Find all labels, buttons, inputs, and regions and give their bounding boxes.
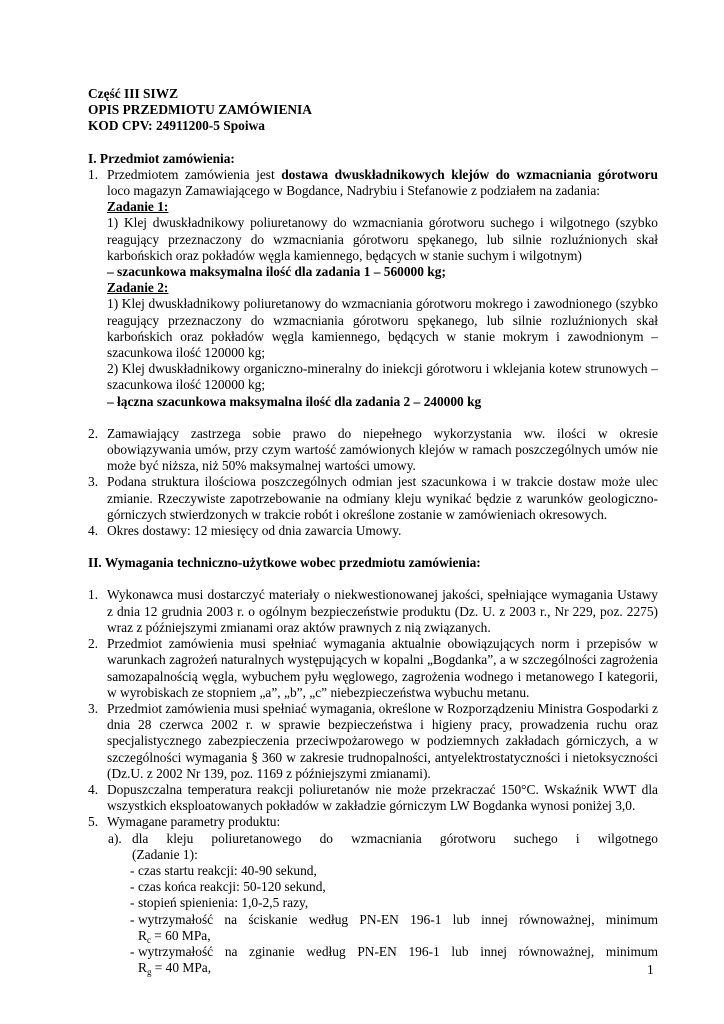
item-1-lead: Przedmiotem zamówienia jest dostawa dwuskładnikowych klejów do wzmacniania górotworu	[107, 166, 658, 182]
task-2-description-2: 2) Klej dwuskładnikowy organiczno-mineralny do iniekcji górotworu i wklejania kotew strunowych – szacunkowa ilość 120000 kg;	[107, 361, 658, 393]
cpv-code: KOD CPV: 24911200-5 Spoiwa	[88, 118, 265, 134]
subject-of-order: dostawa dwuskładnikowych klejów do wzmacniania górotworu	[281, 166, 658, 182]
param-foaming	[130, 895, 658, 911]
item-number: 3.	[88, 474, 99, 490]
item-text: Podana struktura ilościowa poszczególnych odmian jest szacunkowa i w trakcie dostaw może ulec zmianie. Rzeczywiste zapotrzebowanie na odmiany kleju wynikać będzie z warunków geologiczno-górniczych stwierdzonych w trakcie robót i określone zostanie w zamówieniach okresowych.	[107, 474, 658, 522]
subitem-label: a).	[108, 830, 122, 846]
task-1-heading: Zadanie 1:	[107, 199, 169, 215]
dash-marker: -	[130, 943, 135, 959]
task-2-description-1: 1) Klej dwuskładnikowy poliuretanowy do wzmacniania górotworu mokrego i zawodnionego (szybko reagujący przeznaczony do wzmacniania górotworu spękanego, lub silnie rozluźnionych skał karbońskich oraz pokładów węgla kamiennego, będących w stanie mokrym i zawodnionym – szacunkowa ilość 120000 kg;	[107, 296, 658, 361]
document-title: OPIS PRZEDMIOTU ZAMÓWIENIA	[88, 102, 312, 118]
item-number: 2.	[88, 636, 99, 652]
subitem-a	[108, 831, 658, 863]
section-2-item-3	[88, 701, 658, 782]
item-number: 1.	[88, 587, 99, 603]
item-text: Zamawiający zastrzega sobie prawo do niepełnego wykorzystania ww. ilości w okresie obowiązywania umów, przy czym wartość zamówionych klejów w ramach poszczególnych umów nie może być niższa, niż 50% maksymalnej wartości umowy.	[107, 425, 658, 474]
param-reaction-start	[130, 863, 658, 879]
section-1-item-2	[88, 426, 658, 475]
item-1-line2: loco magazyn Zamawiającego w Bogdance, Nadrybiu i Stefanowie z podziałem na zadania:	[107, 183, 601, 199]
item-text: Dopuszczalna temperatura reakcji poliuretanów nie może przekraczać 150°C. Wskaźnik WWT dla wszystkich eksploatowanych pokładów w zakładzie górniczym LW Bogdanka wynosi poniżej 3,0.	[107, 781, 658, 814]
task-1-description: 1) Klej dwuskładnikowy poliuretanowy do wzmacniania górotworu suchego i wilgotnego (szybko reagujący przeznaczony do wzmacniania górotworu spękanego, lub silnie rozluźnionych skał karbońskich oraz pokładów węgla kamiennego, będących w stanie suchym i wilgotnym)	[107, 215, 658, 263]
param-text: czas końca reakcji: 50-120 sekund,	[138, 879, 326, 895]
section-2-item-1	[88, 587, 658, 636]
section-2-item-2	[88, 636, 658, 701]
param-value: $R_c = 60$ MPa,	[138, 927, 211, 945]
item-number: 5.	[88, 814, 99, 830]
document-page	[88, 86, 658, 976]
section-2-heading: II. Wymagania techniczno-użytkowe wobec przedmiotu zamówienia:	[88, 555, 481, 571]
item-number: 1.	[88, 166, 99, 182]
page-number: 1	[647, 962, 654, 977]
task-2-heading: Zadanie 2:	[107, 280, 169, 296]
item-number: 4.	[88, 523, 99, 539]
subitem-a-text: dla kleju poliuretanowego do wzmacniania górotworu suchego i wilgotnego	[132, 830, 658, 846]
task-2-total: – łączna szacunkowa maksymalna ilość dla zadania 2 – 240000 kg	[107, 393, 482, 409]
param-text: stopień spienienia: 1,0-2,5 razy,	[138, 895, 309, 911]
section-1-heading: I. Przedmiot zamówienia:	[88, 150, 235, 166]
dash-marker: -	[130, 895, 135, 911]
item-text: Przedmiot zamówienia musi spełniać wymagania aktualnie obowiązujących norm i przepisów w warunkach zagrożeń naturalnych występujących w kopalni „Bogdanka”, a w szczególności zagrożenia samozapalnością węgla, wybuchem pyłu węglowego, zagrożenia wodnego i metanowego I kategorii, w wyrobiskach ze stopniem „a”, „b”, „c” niebezpieczeństwa wybuchu metanu.	[107, 636, 658, 700]
section-1-item-3	[88, 474, 658, 523]
section-1-item-4	[88, 523, 658, 539]
param-text: czas startu reakcji: 40-90 sekund,	[138, 862, 317, 878]
section-1-item-1	[88, 167, 658, 410]
dash-marker: -	[130, 862, 135, 878]
subitem-a-task: (Zadanie 1):	[132, 846, 198, 862]
param-flexural-strength	[130, 944, 658, 976]
item-text: Wykonawca musi dostarczyć materiały o niekwestionowanej jakości, spełniające wymagania Ustawy z dnia 12 grudnia 2003 r. o ogólnym bezpieczeństwie produktu (Dz. U. z 2003 r., Nr 229, poz. 2275) wraz z późniejszymi zmianami oraz aktów prawnych z nią związanych.	[107, 587, 658, 635]
item-text: Wymagane parametry produktu:	[107, 814, 281, 830]
param-value: $R_g = 40$ MPa,	[138, 960, 212, 978]
item-number: 4.	[88, 781, 99, 797]
dash-marker: -	[130, 879, 135, 895]
dash-marker: -	[130, 911, 135, 927]
item-text: Okres dostawy: 12 miesięcy od dnia zawarcia Umowy.	[107, 523, 402, 539]
part-title: Część III SIWZ	[88, 86, 179, 101]
section-2-item-5	[88, 814, 658, 830]
task-1-total: – szacunkowa maksymalna ilość dla zadania 1 – 560000 kg;	[107, 264, 446, 280]
item-number: 3.	[88, 700, 99, 716]
section-2-item-4	[88, 782, 658, 814]
param-reaction-end	[130, 879, 658, 895]
param-text: wytrzymałość na zginanie według PN-EN 196-1 lub innej równoważnej, minimum	[138, 943, 658, 959]
item-text: Przedmiot zamówienia musi spełniać wymagania, określone w Rozporządzeniu Ministra Gospodarki z dnia 28 czerwca 2002 r. w sprawie bezpieczeństwa i higieny pracy, prowadzenia ruchu oraz specjalistycznego zabezpieczenia przeciwpożarowego w podziemnych zakładach górniczych, a w szczególności wymagania § 360 w zakresie trudnopalności, antyelektrostatyczności i nietoksyczności (Dz.U. z 2002 Nr 139, poz. 1169 z późniejszymi zmianami).	[107, 700, 658, 781]
param-compressive-strength	[130, 912, 658, 944]
param-text: wytrzymałość na ściskanie według PN-EN 196-1 lub innej równoważnej, minimum	[138, 911, 658, 927]
item-number: 2.	[88, 425, 99, 441]
